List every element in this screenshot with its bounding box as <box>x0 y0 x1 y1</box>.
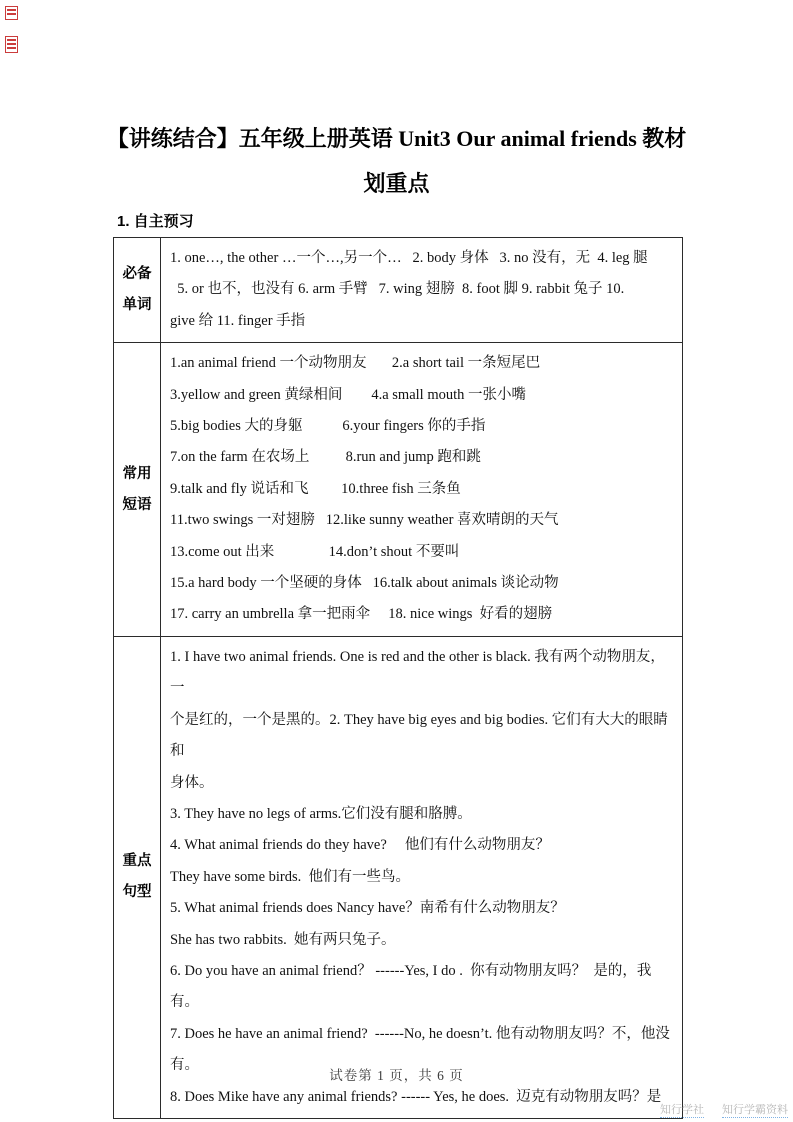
phrase-line: 3.yellow and green 黄绿相间 4.a small mouth 一张小嘴 <box>170 386 527 403</box>
sentence-line: 有。 <box>170 1057 199 1074</box>
row-header-line: 常用 <box>122 465 152 482</box>
table-row-essential-words <box>114 238 683 343</box>
phrase-line: 11.two swings 一对翅膀 12.like sunny weather 喜欢晴朗的天气 <box>170 512 559 529</box>
row-header-common-phrases <box>114 343 161 637</box>
phrase-line: 1.an animal friend 一个动物朋友 2.a short tail 一条短尾巴 <box>170 355 541 372</box>
watermark <box>660 1101 788 1117</box>
word-list-line: give 给 11. finger 手指 <box>170 312 306 329</box>
sentence-line: 5. What animal friends does Nancy have？南希有什么动物朋友？ <box>170 900 565 917</box>
sentence-line: 4. What animal friends do they have? 他们有什么动物朋友？ <box>170 837 550 854</box>
red-stamp-icon-bottom <box>5 36 18 53</box>
row-header-line: 单词 <box>122 297 152 314</box>
sentence-line: 8. Does Mike have any animal friends? ------ Yes, he does. 迈克有动物朋友吗？是 <box>170 1088 662 1105</box>
red-stamp-stroke <box>7 39 16 41</box>
word-list-line: 1. one…, the other …一个…,另一个… 2. body 身体 3. no 没有，无 4. leg 腿 <box>170 250 648 266</box>
phrase-line: 9.talk and fly 说话和飞 10.three fish 三条鱼 <box>170 480 461 497</box>
red-stamp-icon-top <box>5 6 18 20</box>
sentence-line: 6. Do you have an animal friend？ ------Yes, I do . 你有动物朋友吗？ 是的，我有。 <box>170 962 652 1011</box>
row-header-essential-words <box>114 238 161 343</box>
phrase-line: 5.big bodies 大的身躯 6.your fingers 你的手指 <box>170 418 486 435</box>
row-header-line: 重点 <box>122 853 152 870</box>
red-stamp-stroke <box>7 13 16 15</box>
study-guide-table <box>113 237 683 1119</box>
sentence-line: 7. Does he have an animal friend? ------No, he doesn’t. 他有动物朋友吗？不，他没 <box>170 1025 670 1042</box>
essential-words-cell <box>161 238 683 343</box>
section-heading: 1. 自主预习 <box>117 213 194 230</box>
red-stamp-stroke <box>7 43 16 45</box>
red-stamp-stroke <box>7 9 16 11</box>
word-list-line: 5. or 也不，也没有 6. arm 手臂 7. wing 翅膀 8. foot 脚 9. rabbit 兔子 10. <box>170 281 625 298</box>
sentence-line: They have some birds. 他们有一些鸟。 <box>170 868 411 885</box>
common-phrases-cell <box>161 343 683 637</box>
phrase-line: 15.a hard body 一个坚硬的身体 16.talk about animals 谈论动物 <box>170 575 559 592</box>
key-sentences-cell <box>161 636 683 1118</box>
sentence-line: She has two rabbits. 她有两只兔子。 <box>170 931 396 948</box>
phrase-line: 17. carry an umbrella 拿一把雨伞 18. nice wings 好看的翅膀 <box>170 606 553 623</box>
row-header-key-sentences <box>114 636 161 1118</box>
row-header-line: 句型 <box>122 884 152 901</box>
study-guide-table-body <box>114 238 683 1119</box>
table-row-common-phrases <box>114 343 683 637</box>
page-title-line1: 【讲练结合】五年级上册英语 Unit3 Our animal friends 教材 <box>106 126 687 151</box>
table-row-key-sentences <box>114 636 683 1118</box>
watermark-left-text: 知行学社 <box>660 1104 704 1116</box>
phrase-line: 13.come out 出来 14.don’t shout 不要叫 <box>170 543 460 560</box>
page-title-line2: 划重点 <box>363 171 430 196</box>
sentence-line: 身体。 <box>170 774 214 791</box>
phrase-line: 7.on the farm 在农场上 8.run and jump 跑和跳 <box>170 449 481 466</box>
red-stamp-stroke <box>7 47 16 49</box>
row-header-line: 必备 <box>122 266 152 283</box>
sentence-line: 3. They have no legs of arms.它们没有腿和胳膊。 <box>170 805 472 822</box>
sentence-line: 1. I have two animal friends. One is red and the other is black. 我有两个动物朋友，一 <box>170 648 665 697</box>
row-header-line: 短语 <box>122 496 152 513</box>
sentence-line: 个是红的，一个是黑的。2. They have big eyes and big bodies. 它们有大大的眼睛和 <box>170 711 668 760</box>
page-title <box>0 0 793 206</box>
page-number-footer: 试卷第 1 页，共 6 页 <box>329 1068 464 1083</box>
watermark-right-text: 知行学霸资料 <box>722 1104 788 1116</box>
